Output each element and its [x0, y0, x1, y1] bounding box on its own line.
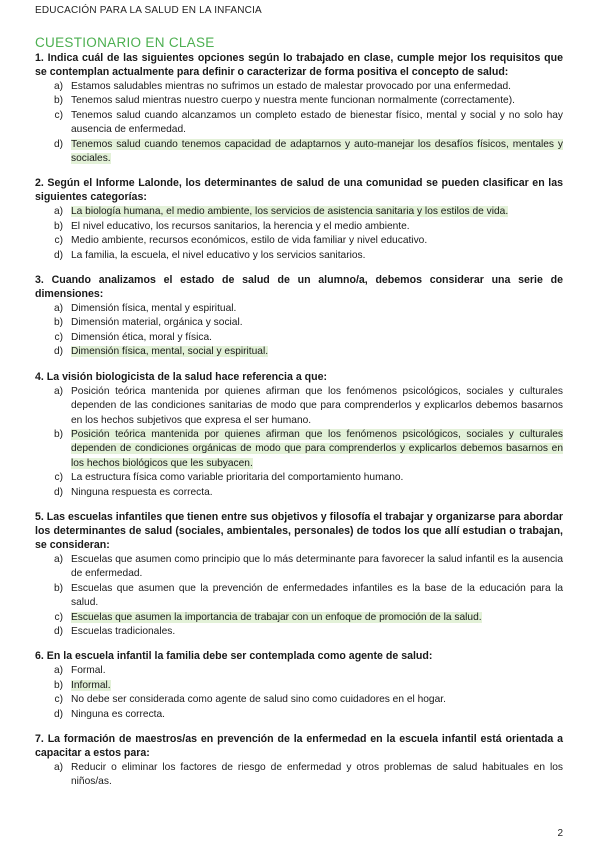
option-item-highlighted	[35, 138, 563, 167]
option-letter: d)	[53, 625, 63, 637]
page-number: 2	[557, 828, 563, 839]
page-header: EDUCACIÓN PARA LA SALUD EN LA INFANCIA	[35, 5, 262, 16]
option-text-wrap	[71, 761, 563, 790]
option-text: Informal.	[71, 679, 111, 691]
option-letter: d)	[53, 346, 63, 358]
option-text-wrap	[71, 302, 563, 316]
option-text: Posición teórica mantenida por quienes afirman que los fenómenos psicológicos, sociales y culturales dependen de las condiciones sanitarias de modo que para comprenderlos y explicarlos debemos basarnos en los hechos subjetivos que expresa el ser humano.	[71, 385, 563, 426]
question-6	[35, 649, 563, 722]
option-text: Posición teórica mantenida por quienes afirman que los fenómenos psicológicos, sociales y culturales dependen de condiciones orgánicas de modo que para comprenderlos y explicarlos debemos basarnos en los hechos biológicos que les subyacen.	[71, 428, 563, 469]
option-letter: d)	[53, 708, 63, 720]
option-text-wrap	[71, 708, 563, 722]
option-item	[35, 331, 563, 345]
option-letter: d)	[53, 486, 63, 498]
option-letter: d)	[53, 138, 63, 150]
option-text: Escuelas tradicionales.	[71, 625, 176, 637]
options-list	[35, 80, 563, 166]
option-item	[35, 249, 563, 263]
option-text-wrap	[71, 553, 563, 582]
question-7	[35, 732, 563, 790]
option-letter: a)	[53, 665, 63, 677]
option-letter: a)	[53, 206, 63, 218]
option-item	[35, 302, 563, 316]
option-letter: a)	[53, 385, 63, 397]
question-3	[35, 273, 563, 360]
option-letter: b)	[53, 317, 63, 329]
option-text: Escuelas que asumen la importancia de trabajar con un enfoque de promoción de la salud.	[71, 611, 482, 623]
option-item	[35, 486, 563, 500]
option-text-wrap	[71, 486, 563, 500]
option-text-wrap	[71, 109, 563, 138]
question-text: 7. La formación de maestros/as en prevención de la enfermedad en la escuela infantil está orientada a capacitar a estos para:	[35, 733, 563, 759]
question-4	[35, 370, 563, 500]
option-letter: b)	[53, 582, 63, 594]
option-letter: a)	[53, 81, 63, 92]
option-letter: c)	[54, 611, 63, 623]
option-text-wrap	[71, 385, 563, 428]
option-item-highlighted	[35, 611, 563, 625]
option-text-wrap	[71, 220, 563, 234]
option-letter: a)	[53, 303, 63, 315]
option-text: La familia, la escuela, el nivel educativo y los servicios sanitarios.	[71, 249, 366, 261]
question-text: 1. Indica cuál de las siguientes opciones según lo trabajado en clase, cumple mejor los requisitos que se contemplan actualmente para definir o caracterizar de forma positiva el concepto de salud:	[35, 52, 563, 78]
option-item-highlighted	[35, 428, 563, 471]
option-text-wrap	[71, 249, 563, 263]
option-text: Dimensión material, orgánica y social.	[71, 317, 243, 329]
question-1	[35, 51, 563, 166]
section-title: CUESTIONARIO EN CLASE	[35, 35, 215, 50]
question-5	[35, 510, 563, 639]
options-list	[35, 205, 563, 263]
option-letter: b)	[53, 428, 63, 440]
option-text-wrap	[71, 138, 563, 167]
option-item	[35, 471, 563, 485]
option-text: Tenemos salud cuando alcanzamos un completo estado de bienestar físico, mental y social y no solo hay ausencia de enfermedad.	[71, 109, 563, 136]
option-text: Escuelas que asumen como principio que lo más determinante para favorecer la salud infantil es la ausencia de enfermedad.	[71, 553, 563, 580]
options-list	[35, 664, 563, 722]
option-item	[35, 582, 563, 611]
option-text: La biología humana, el medio ambiente, los servicios de asistencia sanitaria y los estilos de vida.	[71, 206, 509, 218]
option-text: Estamos saludables mientras no sufrimos un estado de malestar provocado por una enfermedad.	[71, 81, 512, 92]
option-text: La estructura física como variable prioritaria del comportamiento humano.	[71, 472, 404, 484]
option-letter: c)	[54, 472, 63, 484]
option-item	[35, 625, 563, 639]
option-text: Tenemos salud cuando tenemos capacidad de adaptarnos y auto-manejar los desafíos físicos, mentales y sociales.	[71, 138, 563, 165]
option-text-wrap	[71, 345, 563, 359]
option-item	[35, 94, 563, 108]
option-text-wrap	[71, 664, 563, 678]
option-item	[35, 316, 563, 330]
option-text-wrap	[71, 428, 563, 471]
option-item	[35, 761, 563, 790]
option-item	[35, 220, 563, 234]
option-text: Formal.	[71, 665, 106, 677]
option-text: Tenemos salud mientras nuestro cuerpo y nuestra mente funcionan normalmente (correctamente).	[71, 95, 515, 107]
option-letter: c)	[54, 331, 63, 343]
question-text: 4. La visión biologicista de la salud hace referencia a que:	[35, 370, 328, 383]
option-letter: c)	[54, 109, 63, 121]
option-item-highlighted	[35, 679, 563, 693]
option-text-wrap	[71, 625, 563, 639]
option-text-wrap	[71, 205, 563, 219]
option-text-wrap	[71, 471, 563, 485]
option-text-wrap	[71, 679, 563, 693]
option-item	[35, 708, 563, 722]
option-text: Medio ambiente, recursos económicos, estilo de vida familiar y nivel educativo.	[71, 235, 428, 247]
option-letter: b)	[53, 95, 63, 107]
option-letter: b)	[53, 679, 63, 691]
option-text-wrap	[71, 80, 563, 94]
option-item	[35, 234, 563, 248]
options-list	[35, 302, 563, 360]
option-text: Dimensión física, mental y espiritual.	[71, 303, 237, 315]
option-item	[35, 693, 563, 707]
options-list	[35, 385, 563, 500]
option-text-wrap	[71, 331, 563, 345]
option-text: El nivel educativo, los recursos sanitarios, la herencia y el medio ambiente.	[71, 220, 410, 232]
option-item	[35, 109, 563, 138]
option-text: No debe ser considerada como agente de salud sino como cuidadores en el hogar.	[71, 694, 446, 706]
option-text: Ninguna es correcta.	[71, 708, 166, 720]
option-item	[35, 385, 563, 428]
option-letter: a)	[53, 553, 63, 565]
option-text-wrap	[71, 316, 563, 330]
option-text: Dimensión ética, moral y física.	[71, 331, 212, 343]
option-item	[35, 80, 563, 94]
question-text: 2. Según el Informe Lalonde, los determinantes de salud de una comunidad se pueden clasificar en las siguientes categorías:	[35, 177, 563, 204]
option-letter: b)	[53, 220, 63, 232]
question-text: 5. Las escuelas infantiles que tienen entre sus objetivos y filosofía el trabajar y organizarse para abordar los determinantes de salud (sociales, ambientales, personales) de todos los que allí estudian o trabajan, se consideran:	[35, 510, 563, 551]
option-letter: a)	[53, 762, 63, 773]
option-letter: c)	[54, 694, 63, 706]
option-letter: d)	[53, 249, 63, 261]
option-text: Ninguna respuesta es correcta.	[71, 486, 213, 498]
option-text-wrap	[71, 611, 563, 625]
option-text: Reducir o eliminar los factores de riesgo de enfermedad y otros problemas de salud habituales en los niños/as.	[71, 762, 563, 788]
option-text-wrap	[71, 234, 563, 248]
option-text-wrap	[71, 582, 563, 611]
option-text-wrap	[71, 94, 563, 108]
option-text: Dimensión física, mental, social y espiritual.	[71, 346, 269, 358]
option-text-wrap	[71, 693, 563, 707]
option-letter: c)	[54, 235, 63, 247]
question-text: 6. En la escuela infantil la familia debe ser contemplada como agente de salud:	[35, 650, 433, 663]
options-list	[35, 761, 563, 790]
option-item-highlighted	[35, 205, 563, 219]
option-item	[35, 664, 563, 678]
question-2	[35, 176, 563, 263]
question-text: 3. Cuando analizamos el estado de salud de un alumno/a, debemos considerar una serie de dimensiones:	[35, 274, 563, 301]
options-list	[35, 553, 563, 639]
option-text: Escuelas que asumen que la prevención de enfermedades infantiles es la base de la educación para la salud.	[71, 582, 563, 609]
option-item-highlighted	[35, 345, 563, 359]
option-item	[35, 553, 563, 582]
questionnaire	[35, 51, 563, 800]
